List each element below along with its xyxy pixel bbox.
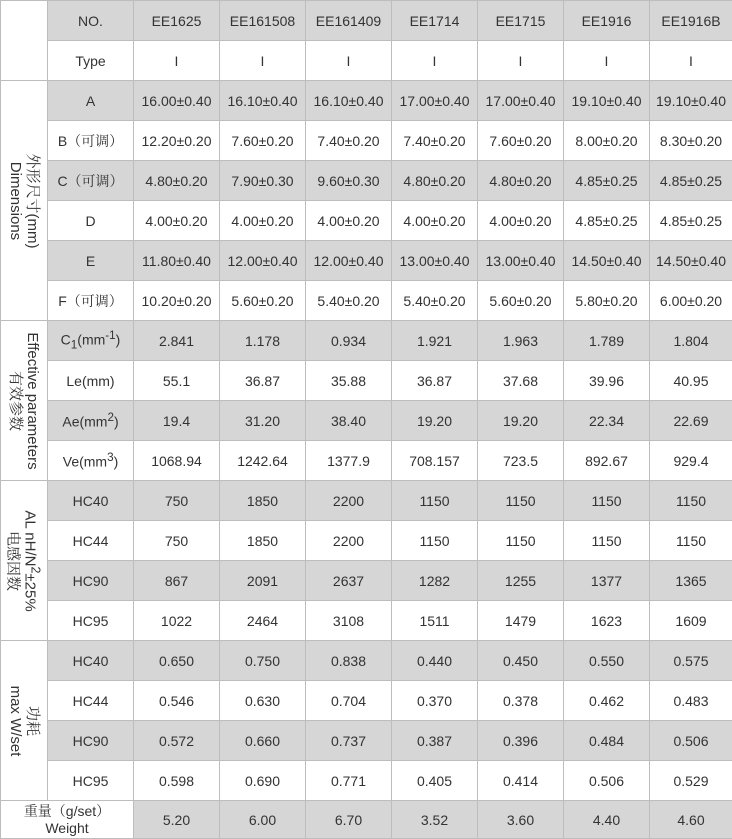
group-label-line: 电感因数 [5, 510, 22, 611]
value-cell: I [134, 41, 220, 81]
value-cell: I [392, 41, 478, 81]
loss-group-label [7, 685, 41, 756]
al-row [1, 521, 732, 561]
value-cell: 12.20±0.20 [134, 121, 220, 161]
value-cell: 19.10±0.40 [650, 81, 732, 121]
value-cell: 31.20 [220, 401, 306, 441]
value-cell: 1609 [650, 601, 732, 641]
value-cell: 6.00 [220, 801, 306, 839]
type-row [1, 41, 732, 81]
value-cell: 1.921 [392, 321, 478, 361]
value-cell: 19.4 [134, 401, 220, 441]
value-cell: 7.40±0.20 [306, 121, 392, 161]
row-label-cell [48, 361, 134, 401]
param-superscript: 3 [107, 451, 113, 464]
value-cell: 1.178 [220, 321, 306, 361]
value-cell: 0.370 [392, 681, 478, 721]
row-label-cell: E [48, 241, 134, 281]
param-close: ) [116, 332, 121, 348]
value-cell: 12.00±0.40 [220, 241, 306, 281]
model-header-cell: EE1625 [134, 1, 220, 41]
dimension-row [1, 241, 732, 281]
value-cell: 4.40 [564, 801, 650, 839]
value-cell: 2637 [306, 561, 392, 601]
row-label-cell: HC44 [48, 521, 134, 561]
effective-row [1, 401, 732, 441]
value-cell: 4.00±0.20 [306, 201, 392, 241]
group-label-line: 功耗 [24, 685, 41, 756]
row-label-cell: HC90 [48, 721, 134, 761]
model-header-cell: EE1714 [392, 1, 478, 41]
model-header-cell: EE161508 [220, 1, 306, 41]
value-cell: 9.60±0.30 [306, 161, 392, 201]
row-label-cell [48, 321, 134, 361]
value-cell: 1623 [564, 601, 650, 641]
loss-row [1, 681, 732, 721]
value-cell: 0.506 [650, 721, 732, 761]
param-name: Le(mm) [66, 373, 114, 389]
row-label-cell: HC40 [48, 481, 134, 521]
value-cell: 14.50±0.40 [564, 241, 650, 281]
row-label-cell: Type [48, 41, 134, 81]
group-label-line: 有效参数 [7, 332, 24, 469]
value-cell: 0.414 [478, 761, 564, 801]
value-cell: 892.67 [564, 441, 650, 481]
value-cell: 14.50±0.40 [650, 241, 732, 281]
value-cell: 1365 [650, 561, 732, 601]
value-cell: 1068.94 [134, 441, 220, 481]
value-cell: I [220, 41, 306, 81]
value-cell: 2200 [306, 481, 392, 521]
value-cell: 5.60±0.20 [220, 281, 306, 321]
value-cell: 0.650 [134, 641, 220, 681]
effective-row [1, 361, 732, 401]
value-cell: 0.838 [306, 641, 392, 681]
value-cell: 8.00±0.20 [564, 121, 650, 161]
value-cell: I [564, 41, 650, 81]
value-cell: 0.440 [392, 641, 478, 681]
value-cell: 0.737 [306, 721, 392, 761]
value-cell: 5.20 [134, 801, 220, 839]
value-cell: 1150 [478, 481, 564, 521]
value-cell: 0.630 [220, 681, 306, 721]
param-subscript: 1 [71, 339, 77, 352]
value-cell: 0.450 [478, 641, 564, 681]
value-cell: 5.40±0.20 [306, 281, 392, 321]
dimension-row [1, 81, 732, 121]
value-cell: 4.00±0.20 [220, 201, 306, 241]
value-cell: 12.00±0.40 [306, 241, 392, 281]
value-cell: 4.00±0.20 [478, 201, 564, 241]
param-close: ) [114, 414, 119, 430]
weight-label-cell [1, 801, 134, 839]
loss-group [1, 641, 48, 801]
dimension-row [1, 121, 732, 161]
value-cell: 36.87 [220, 361, 306, 401]
value-cell: 7.90±0.30 [220, 161, 306, 201]
value-cell: 750 [134, 481, 220, 521]
value-cell: 0.484 [564, 721, 650, 761]
value-cell: 0.529 [650, 761, 732, 801]
value-cell: 40.95 [650, 361, 732, 401]
value-cell: 1150 [564, 521, 650, 561]
model-header-cell: EE1916 [564, 1, 650, 41]
param-name: Ae(mm [62, 414, 107, 430]
al-group-label [5, 510, 44, 611]
value-cell: 750 [134, 521, 220, 561]
value-cell: 6.00±0.20 [650, 281, 732, 321]
value-cell: 16.10±0.40 [306, 81, 392, 121]
value-cell: 867 [134, 561, 220, 601]
value-cell: 1282 [392, 561, 478, 601]
group-label-line: max W/set [7, 685, 24, 756]
value-cell: 7.60±0.20 [478, 121, 564, 161]
value-cell: 0.704 [306, 681, 392, 721]
value-cell: 37.68 [478, 361, 564, 401]
value-cell: I [478, 41, 564, 81]
value-cell: 5.60±0.20 [478, 281, 564, 321]
value-cell: 10.20±0.20 [134, 281, 220, 321]
value-cell: 0.483 [650, 681, 732, 721]
value-cell: 39.96 [564, 361, 650, 401]
effective-row [1, 441, 732, 481]
value-cell: 0.598 [134, 761, 220, 801]
value-cell: 19.20 [392, 401, 478, 441]
value-cell: 3108 [306, 601, 392, 641]
row-label-cell: HC95 [48, 761, 134, 801]
value-cell: 1022 [134, 601, 220, 641]
value-cell: 0.405 [392, 761, 478, 801]
value-cell: 1.963 [478, 321, 564, 361]
value-cell: 36.87 [392, 361, 478, 401]
weight-row [1, 801, 732, 839]
al-row [1, 561, 732, 601]
value-cell: 22.69 [650, 401, 732, 441]
value-cell: 0.575 [650, 641, 732, 681]
value-cell: 2464 [220, 601, 306, 641]
model-header-cell: EE1916B [650, 1, 732, 41]
value-cell: 0.934 [306, 321, 392, 361]
value-cell: 1.789 [564, 321, 650, 361]
dimensions-group [1, 81, 48, 321]
header-row [1, 1, 732, 41]
effective-group-label [7, 332, 41, 469]
effective-row [1, 321, 732, 361]
value-cell: 1150 [392, 481, 478, 521]
value-cell: 1377.9 [306, 441, 392, 481]
value-cell: 1150 [650, 521, 732, 561]
value-cell: 11.80±0.40 [134, 241, 220, 281]
value-cell: 4.80±0.20 [134, 161, 220, 201]
value-cell: 55.1 [134, 361, 220, 401]
weight-label-cn: 重量（g/set） [1, 803, 133, 820]
row-label-cell: HC95 [48, 601, 134, 641]
dimension-row [1, 281, 732, 321]
value-cell: 1511 [392, 601, 478, 641]
value-cell: 0.750 [220, 641, 306, 681]
row-label-cell: B（可调） [48, 121, 134, 161]
param-close: ) [114, 454, 119, 470]
value-cell: 4.85±0.25 [564, 201, 650, 241]
model-header-cell: EE161409 [306, 1, 392, 41]
value-cell: I [650, 41, 732, 81]
value-cell: 5.80±0.20 [564, 281, 650, 321]
param-unit: (mm [77, 332, 105, 348]
group-label-part: AL nH/N [22, 510, 39, 566]
param-superscript: 2 [107, 411, 113, 424]
value-cell: 0.572 [134, 721, 220, 761]
value-cell: 0.690 [220, 761, 306, 801]
value-cell: 723.5 [478, 441, 564, 481]
value-cell: 19.10±0.40 [564, 81, 650, 121]
al-row [1, 601, 732, 641]
group-label-line: 外形尺寸(mm) [24, 153, 41, 248]
al-group [1, 481, 48, 641]
row-label-cell [48, 441, 134, 481]
row-label-cell: HC40 [48, 641, 134, 681]
value-cell: 16.00±0.40 [134, 81, 220, 121]
value-cell: 0.506 [564, 761, 650, 801]
value-cell: 4.00±0.20 [392, 201, 478, 241]
value-cell: 2200 [306, 521, 392, 561]
value-cell: 1150 [650, 481, 732, 521]
value-cell: 1377 [564, 561, 650, 601]
row-label-cell: HC44 [48, 681, 134, 721]
value-cell: 2.841 [134, 321, 220, 361]
value-cell: 13.00±0.40 [478, 241, 564, 281]
group-label-part: ±25% [22, 573, 39, 611]
value-cell: 3.52 [392, 801, 478, 839]
value-cell: 0.387 [392, 721, 478, 761]
param-name: C [61, 332, 71, 348]
value-cell: 1.804 [650, 321, 732, 361]
value-cell: 17.00±0.40 [392, 81, 478, 121]
al-row [1, 481, 732, 521]
value-cell: 0.546 [134, 681, 220, 721]
row-label-cell: F（可调） [48, 281, 134, 321]
value-cell: 1850 [220, 481, 306, 521]
value-cell: 4.80±0.20 [478, 161, 564, 201]
value-cell: 4.00±0.20 [134, 201, 220, 241]
value-cell: 0.550 [564, 641, 650, 681]
value-cell: 1479 [478, 601, 564, 641]
group-label-part: 2 [29, 566, 43, 573]
value-cell: 7.60±0.20 [220, 121, 306, 161]
value-cell: 4.60 [650, 801, 732, 839]
group-label-line: Dimensions [7, 153, 24, 248]
value-cell: 4.80±0.20 [392, 161, 478, 201]
group-label-line [22, 510, 44, 611]
value-cell: 16.10±0.40 [220, 81, 306, 121]
row-label-cell: D [48, 201, 134, 241]
value-cell: 17.00±0.40 [478, 81, 564, 121]
effective-group [1, 321, 48, 481]
value-cell: 0.660 [220, 721, 306, 761]
corner-cell [1, 1, 48, 81]
value-cell: I [306, 41, 392, 81]
value-cell: 2091 [220, 561, 306, 601]
row-label-cell [48, 401, 134, 441]
loss-row [1, 641, 732, 681]
value-cell: 1242.64 [220, 441, 306, 481]
value-cell: 1150 [564, 481, 650, 521]
value-cell: 35.88 [306, 361, 392, 401]
value-cell: 0.771 [306, 761, 392, 801]
value-cell: 7.40±0.20 [392, 121, 478, 161]
value-cell: 929.4 [650, 441, 732, 481]
value-cell: 38.40 [306, 401, 392, 441]
value-cell: 1255 [478, 561, 564, 601]
value-cell: 0.396 [478, 721, 564, 761]
value-cell: 8.30±0.20 [650, 121, 732, 161]
value-cell: 4.85±0.25 [650, 201, 732, 241]
value-cell: 3.60 [478, 801, 564, 839]
value-cell: 6.70 [306, 801, 392, 839]
row-label-cell: A [48, 81, 134, 121]
dimension-row [1, 161, 732, 201]
weight-label-en: Weight [1, 820, 133, 837]
header-label-cell: NO. [48, 1, 134, 41]
dimension-row [1, 201, 732, 241]
value-cell: 5.40±0.20 [392, 281, 478, 321]
value-cell: 4.85±0.25 [564, 161, 650, 201]
value-cell: 22.34 [564, 401, 650, 441]
param-name: Ve(mm [63, 454, 107, 470]
value-cell: 13.00±0.40 [392, 241, 478, 281]
loss-row [1, 761, 732, 801]
value-cell: 4.85±0.25 [650, 161, 732, 201]
loss-row [1, 721, 732, 761]
group-label-line: Effective parameters [24, 332, 41, 469]
param-superscript: -1 [105, 329, 115, 342]
value-cell: 0.462 [564, 681, 650, 721]
row-label-cell: C（可调） [48, 161, 134, 201]
dimensions-group-label [7, 153, 41, 248]
value-cell: 0.378 [478, 681, 564, 721]
row-label-cell: HC90 [48, 561, 134, 601]
value-cell: 19.20 [478, 401, 564, 441]
model-header-cell: EE1715 [478, 1, 564, 41]
value-cell: 1150 [478, 521, 564, 561]
value-cell: 1850 [220, 521, 306, 561]
value-cell: 708.157 [392, 441, 478, 481]
value-cell: 1150 [392, 521, 478, 561]
spec-table-body [1, 1, 732, 839]
